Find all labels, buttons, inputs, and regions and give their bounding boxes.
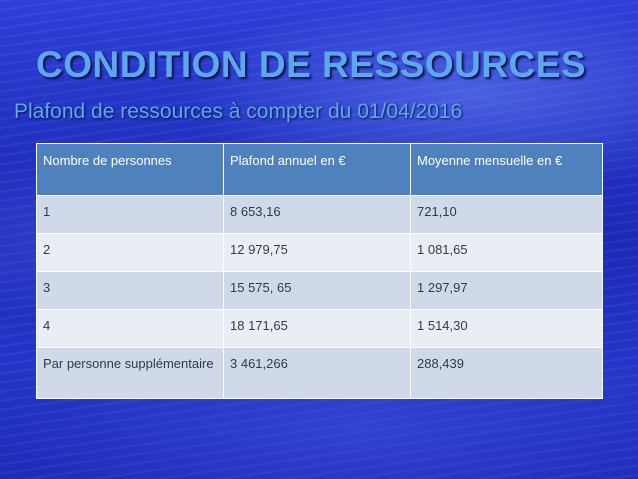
- table-row: [37, 348, 603, 399]
- cell-annual: 15 575, 65: [224, 272, 411, 310]
- header-annual-ceiling: Plafond annuel en €: [224, 144, 411, 196]
- table-row: [37, 272, 603, 310]
- cell-persons: 3: [37, 272, 224, 310]
- cell-monthly: 1 297,97: [411, 272, 603, 310]
- slide-title: CONDITION DE RESSOURCES: [36, 44, 587, 85]
- cell-persons: 1: [37, 196, 224, 234]
- cell-annual: 8 653,16: [224, 196, 411, 234]
- table-row: [37, 310, 603, 348]
- cell-annual: 3 461,266: [224, 348, 411, 399]
- table-header-row: [37, 144, 603, 196]
- cell-monthly: 721,10: [411, 196, 603, 234]
- header-persons: Nombre de personnes: [37, 144, 224, 196]
- cell-persons: Par personne supplémentaire: [37, 348, 224, 399]
- cell-annual: 12 979,75: [224, 234, 411, 272]
- cell-annual: 18 171,65: [224, 310, 411, 348]
- cell-monthly: 1 081,65: [411, 234, 603, 272]
- cell-persons: 4: [37, 310, 224, 348]
- resources-table: [36, 143, 603, 399]
- cell-monthly: 288,439: [411, 348, 603, 399]
- cell-persons: 2: [37, 234, 224, 272]
- cell-monthly: 1 514,30: [411, 310, 603, 348]
- table-row: [37, 196, 603, 234]
- table-row: [37, 234, 603, 272]
- slide-subtitle: Plafond de ressources à compter du 01/04/2016: [14, 100, 463, 123]
- header-monthly-average: Moyenne mensuelle en €: [411, 144, 603, 196]
